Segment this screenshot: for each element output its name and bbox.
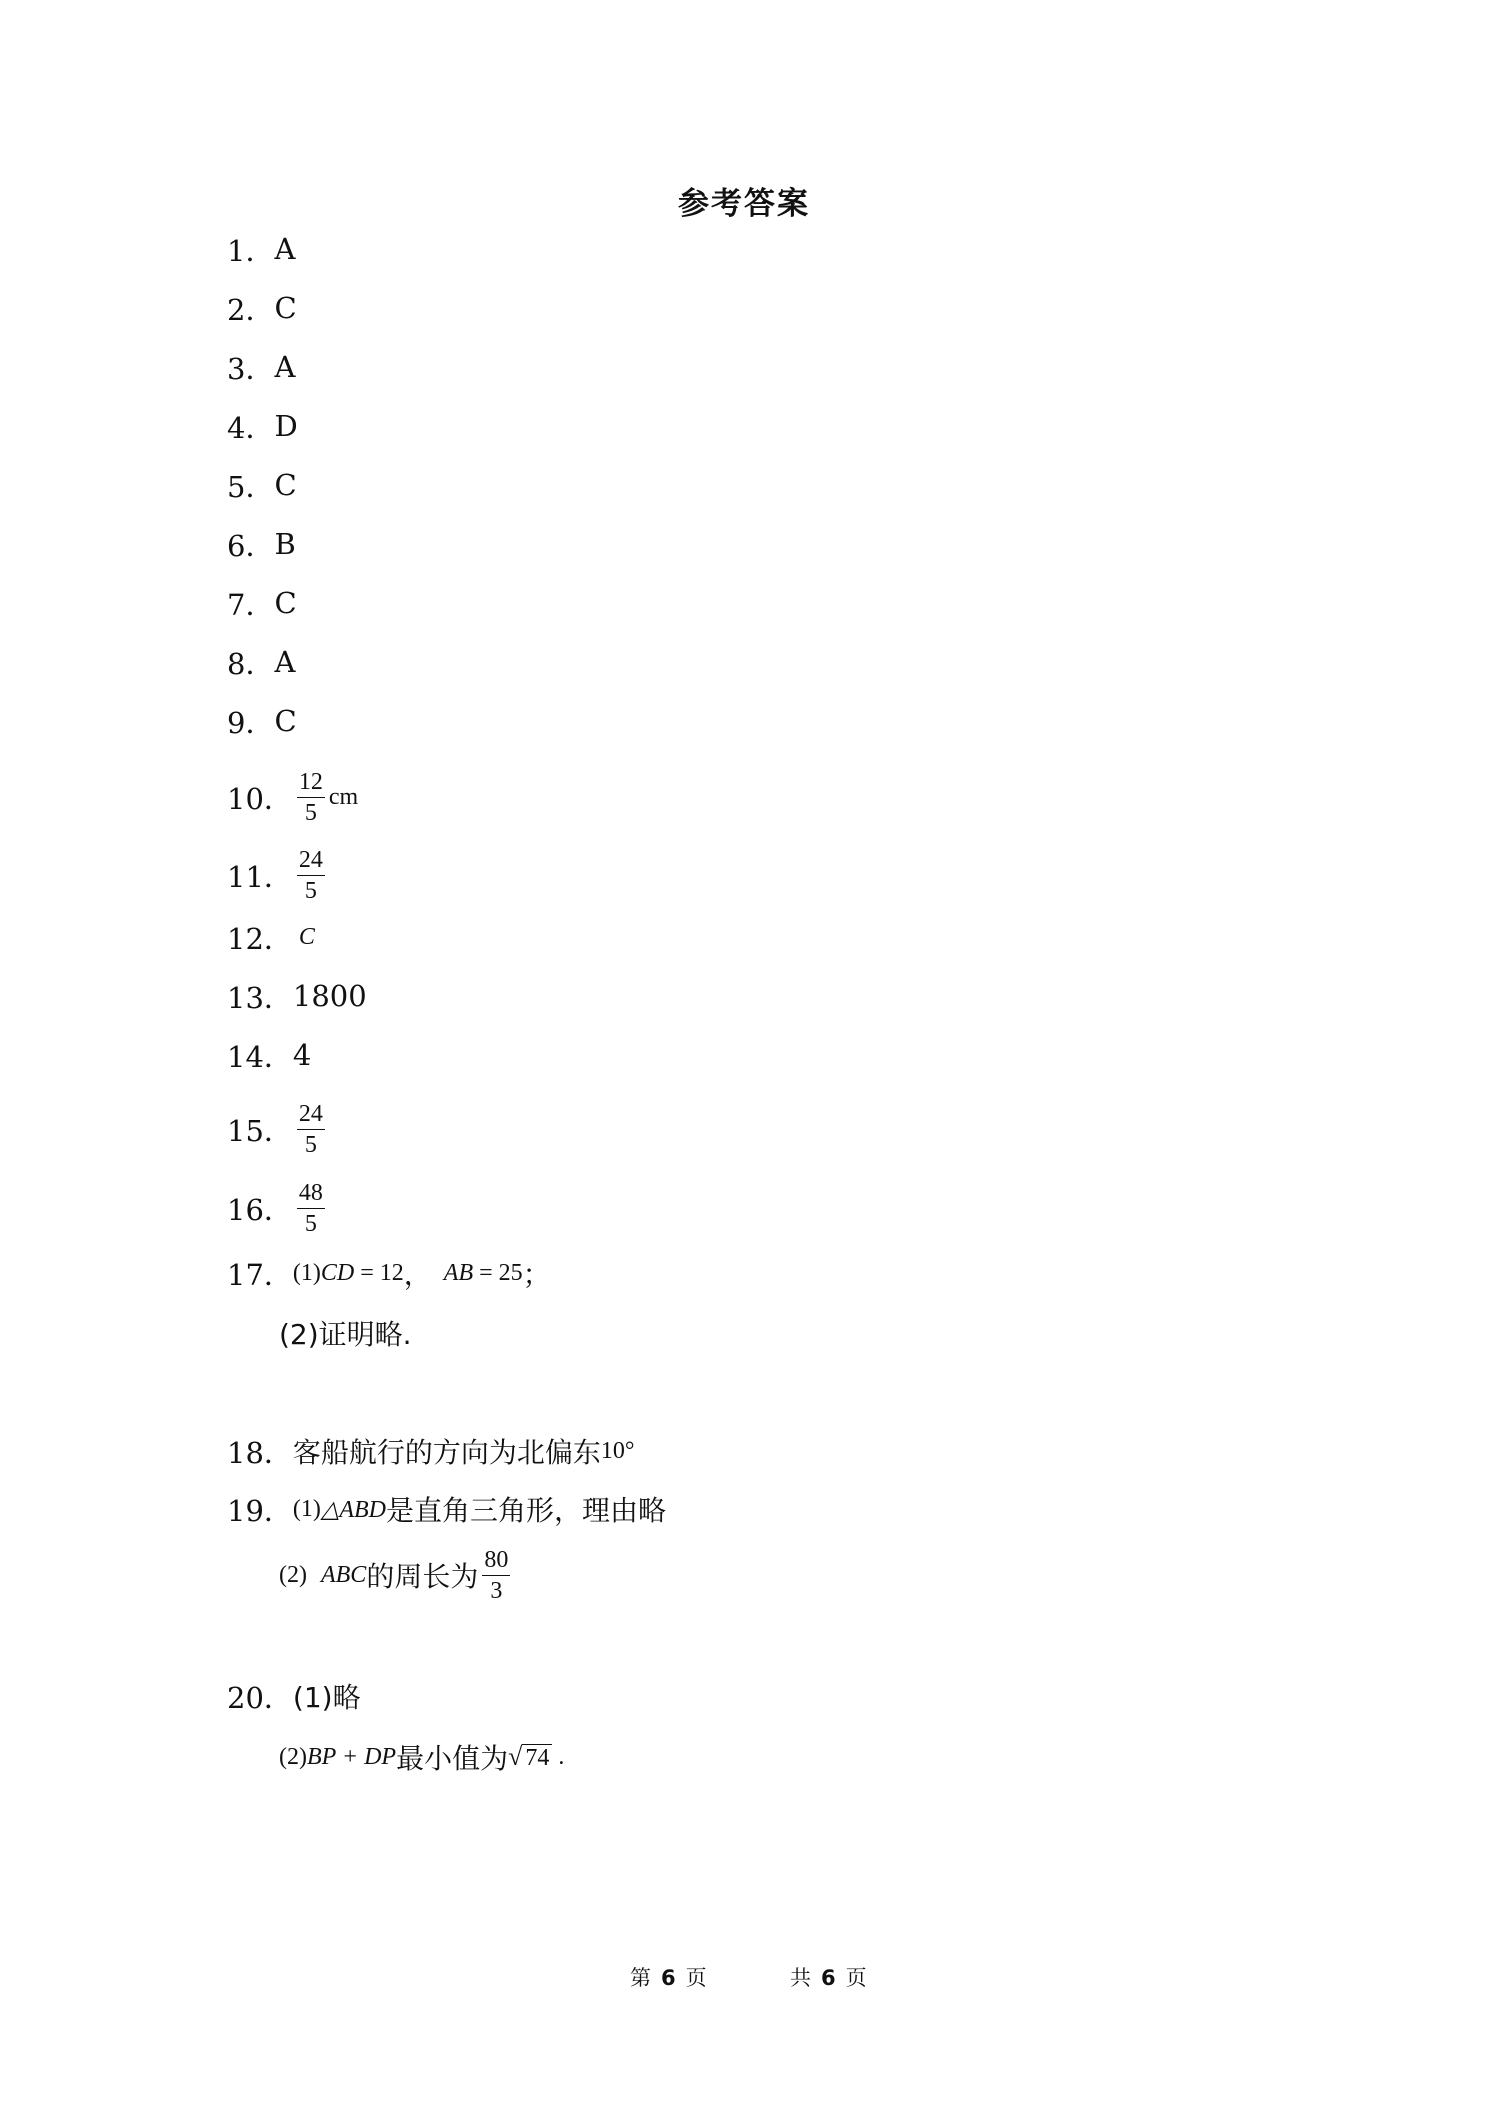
answer-text: 的周长为 [366, 1560, 479, 1593]
answer-number: 6． [227, 528, 275, 563]
answer-number: 11． [227, 859, 293, 894]
answer-14 [227, 1035, 311, 1075]
answer-value: A [274, 645, 296, 679]
answer-18 [227, 1431, 635, 1471]
answer-value: C [274, 291, 297, 325]
fraction [297, 1181, 325, 1236]
numerator: 80 [482, 1548, 510, 1576]
numerator: 48 [297, 1181, 325, 1209]
answer-17 [227, 1253, 551, 1293]
answer-19-part-2 [279, 1543, 514, 1607]
answer-16 [227, 1181, 329, 1235]
answer-15 [227, 1102, 329, 1156]
numerator: 24 [297, 1102, 325, 1130]
page-title: 参考答案 [678, 186, 810, 222]
answer-4 [227, 406, 298, 446]
answer-20 [227, 1676, 361, 1716]
answer-number: 16． [227, 1192, 293, 1227]
denominator: 3 [490, 1577, 503, 1604]
answer-6 [227, 524, 296, 564]
part-label: (1) [292, 1259, 321, 1286]
answer-value: C [274, 586, 297, 620]
punctuation: ； [522, 1258, 551, 1291]
answer-value: C [274, 704, 297, 738]
answer-7 [227, 583, 297, 623]
answer-17-part-2 [279, 1313, 412, 1353]
math-expression: ABC [320, 1561, 367, 1588]
punctuation: ， [403, 1258, 432, 1291]
part-label: (2) [279, 1743, 307, 1770]
page-number [630, 1962, 707, 1992]
answer-number: 7． [227, 587, 275, 622]
answer-number: 19． [227, 1493, 293, 1528]
fraction [297, 770, 325, 825]
fraction [297, 848, 325, 903]
answer-number: 12． [227, 921, 293, 956]
answer-number: 9． [227, 705, 275, 740]
answer-1 [227, 229, 295, 269]
fraction [482, 1548, 510, 1603]
answer-2 [227, 288, 297, 328]
math-expression: △ABD [320, 1496, 386, 1523]
numerator: 24 [297, 848, 325, 876]
answer-text: 最小值为 [396, 1742, 509, 1775]
math-expression: BP + DP [306, 1743, 397, 1770]
answer-number: 1． [227, 233, 275, 268]
math-expression: AB [443, 1259, 474, 1286]
answer-number: 20． [227, 1680, 293, 1715]
part-label: (2) [279, 1561, 307, 1588]
answer-3 [227, 347, 295, 387]
answer-number: 13． [227, 980, 293, 1015]
page-prefix: 第 [630, 1966, 651, 1990]
answer-number: 17． [227, 1257, 293, 1292]
answer-number: 8． [227, 646, 275, 681]
page-suffix: 页 [685, 1966, 707, 1990]
answer-number: 4． [227, 410, 275, 445]
page-count: 6 [821, 1966, 836, 1990]
answer-text: 客船航行的方向为北偏东 [292, 1436, 601, 1469]
answer-value: 4 [292, 1038, 312, 1072]
answer-number: 10． [227, 781, 293, 816]
denominator: 5 [304, 1210, 317, 1237]
answer-10 [227, 770, 358, 824]
answer-text: (1)略 [292, 1681, 361, 1714]
answer-value: 1800 [292, 979, 367, 1013]
punctuation: . [552, 1743, 565, 1770]
answer-13 [227, 976, 367, 1016]
answer-11 [227, 848, 329, 902]
answer-number: 5． [227, 469, 275, 504]
denominator: 5 [304, 877, 317, 904]
denominator: 5 [304, 799, 317, 826]
total-suffix: 页 [845, 1966, 867, 1990]
math-expression: 10° [600, 1437, 635, 1464]
answer-5 [227, 465, 297, 505]
answer-text: (2)证明略. [279, 1318, 412, 1351]
math-expression: = 25 [473, 1259, 523, 1286]
unit: cm [328, 783, 359, 810]
numerator: 12 [297, 770, 325, 798]
answer-number: 18． [227, 1435, 293, 1470]
total-prefix: 共 [790, 1966, 811, 1990]
answer-9 [227, 701, 297, 741]
answer-value: A [274, 350, 296, 384]
answer-value: C [274, 468, 297, 502]
answer-value: B [274, 527, 296, 561]
radicand: 74 [522, 1744, 552, 1771]
answer-number: 14． [227, 1039, 293, 1074]
answer-19 [227, 1489, 666, 1529]
denominator: 5 [304, 1131, 317, 1158]
part-label: (1) [292, 1495, 321, 1522]
answer-value: C [298, 923, 315, 950]
answer-text: 是直角三角形，理由略 [386, 1494, 667, 1527]
answer-value: D [274, 409, 298, 443]
square-root [508, 1742, 552, 1772]
math-expression: CD [320, 1259, 355, 1286]
answer-number: 2． [227, 292, 275, 327]
page-current: 6 [661, 1966, 676, 1990]
math-expression: = 12 [354, 1259, 404, 1286]
page-total [790, 1962, 867, 1992]
answer-value: A [274, 232, 296, 266]
radical-sign: √ [508, 1742, 523, 1771]
answer-number: 15． [227, 1113, 293, 1148]
fraction [297, 1102, 325, 1157]
answer-number: 3． [227, 351, 275, 386]
answer-12 [227, 917, 315, 957]
answer-8 [227, 642, 295, 682]
answer-20-part-2 [279, 1737, 564, 1777]
